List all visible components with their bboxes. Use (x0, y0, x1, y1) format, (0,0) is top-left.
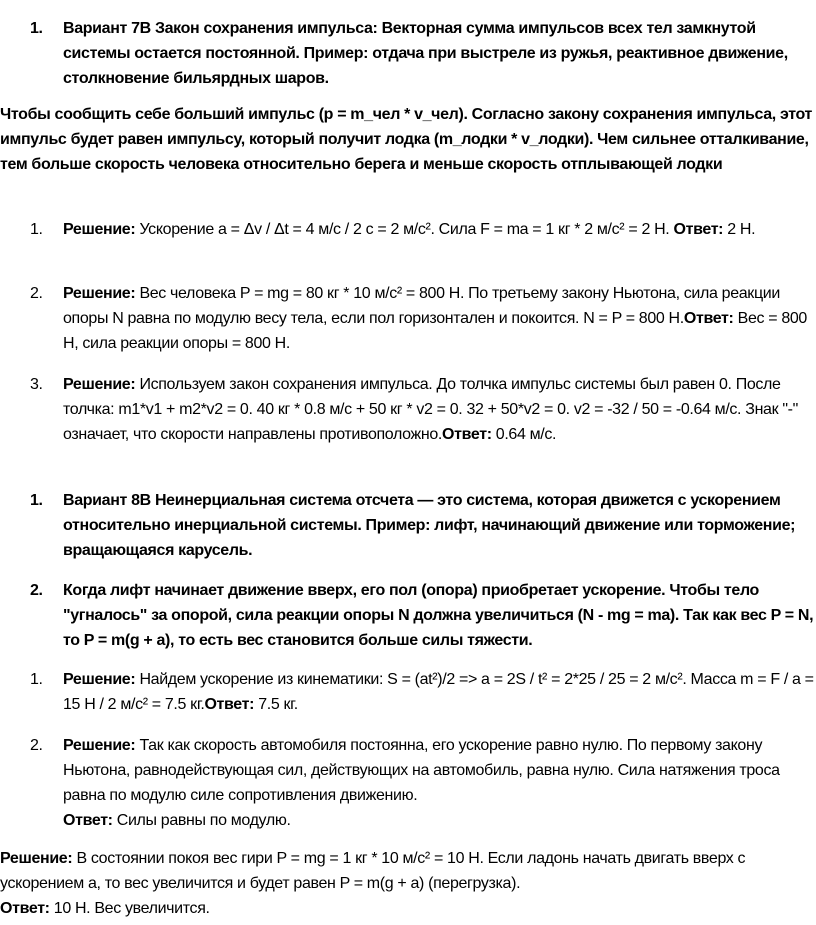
bold-text: Решение: (63, 221, 136, 238)
bold-text: Ответ: (63, 812, 113, 829)
list-item (0, 16, 815, 91)
list-number: 1. (30, 20, 43, 37)
text: Так как скорость автомобиля постоянна, его ускорение равно нулю. По первому закону Ньютона, равнодействующая сил, действующих на автомобиль, равна нулю. Сила натяжения троса равна по модулю силе сопротивления движению. (63, 737, 780, 804)
list-item (0, 578, 815, 653)
text: 10 Н. Вес увеличится. (49, 900, 210, 917)
list-number: 1. (30, 221, 43, 238)
bold-text: Ответ: (442, 426, 492, 443)
text: В состоянии покоя вес гири P = mg = 1 кг * 10 м/с² = 10 Н. Если ладонь начать двигать вверх с ускорением a, то вес увеличится и будет равен P = m(g + a) (перегрузка). (0, 850, 746, 892)
text: Ускорение a = Δv / Δt = 4 м/с / 2 с = 2 м/с². Сила F = ma = 1 кг * 2 м/с² = 2 Н. (135, 221, 674, 238)
bold-text: Ответ: (204, 696, 255, 713)
text: Вес человека P = mg = 80 кг * 10 м/с² = 800 Н. По третьему закону Ньютона, сила реакции опоры N равна по модулю весу тела, если пол горизонтален и покоится. N = P = 800 Н. (63, 285, 780, 327)
bold-text: Решение: (0, 850, 73, 867)
bold-text: Когда лифт начинает движение вверх, его пол (опора) приобретает ускорение. Чтобы тело "угналось" за опорой, сила реакции опоры N должна увеличиться (N - mg = ma). Так как вес P = N, то P = m(g + a), то есть вес становится больше силы тяжести. (63, 582, 814, 649)
text: Силы равны по модулю. (112, 812, 291, 829)
list-number: 1. (30, 671, 43, 688)
list-item (0, 733, 815, 833)
list-number: 3. (30, 376, 43, 393)
list-item (0, 281, 815, 356)
list-item (0, 372, 815, 447)
text: Используем закон сохранения импульса. До толчка импульс системы был равен 0. После толчка: m1*v1 + m2*v2 = 0. 40 кг * 0.8 м/с + 50 кг * v2 = 0. 32 + 50*v2 = 0. v2 = -32 / 50 = -0.64 м/с. Знак "-" означает, что скорости направлены противоположно. (63, 376, 798, 443)
text: 7.5 кг. (254, 696, 298, 713)
bold-text: Решение: (63, 671, 136, 688)
list-item (0, 667, 815, 717)
list-item (0, 217, 815, 242)
bold-text: Вариант 8В Неинерциальная система отсчета — это система, которая движется с ускорением относительно инерциальной системы. Пример: лифт, начинающий движение или торможение; вращающаяся карусель. (63, 492, 796, 559)
list-number: 2. (30, 582, 43, 599)
bold-text: Ответ: (683, 310, 734, 327)
list-number: 2. (30, 285, 43, 302)
text: 2 Н. (723, 221, 756, 238)
bold-text: Решение: (63, 285, 136, 302)
bold-text: Чтобы сообщить себе больший импульс (p = m_чел * v_чел). Согласно закону сохранения импульса, этот импульс будет равен импульсу, который получит лодка (m_лодки * v_лодки). Чем сильнее отталкивание, тем больше скорость человека относительно берега и меньше скорость отплывающей лодки (0, 106, 813, 173)
bold-text: Ответ: (0, 900, 50, 917)
bold-text: Вариант 7В Закон сохранения импульса: Векторная сумма импульсов всех тел замкнутой системы остается постоянной. Пример: отдача при выстреле из ружья, реактивное движение, столкновение бильярдных шаров. (63, 20, 788, 87)
list-number: 2. (30, 737, 43, 754)
bold-text: Решение: (63, 376, 136, 393)
text: 0.64 м/с. (491, 426, 557, 443)
text: Вес = 800 Н, сила реакции опоры = 800 Н. (63, 310, 807, 352)
paragraph (0, 846, 812, 921)
paragraph (0, 102, 812, 177)
text: Найдем ускорение из кинематики: S = (at²)/2 => a = 2S / t² = 2*25 / 25 = 2 м/с². Масса m = F / a = 15 Н / 2 м/с² = 7.5 кг. (63, 671, 814, 713)
bold-text: Решение: (63, 737, 136, 754)
list-number: 1. (30, 492, 43, 509)
list-item (0, 488, 815, 563)
bold-text: Ответ: (673, 221, 724, 238)
